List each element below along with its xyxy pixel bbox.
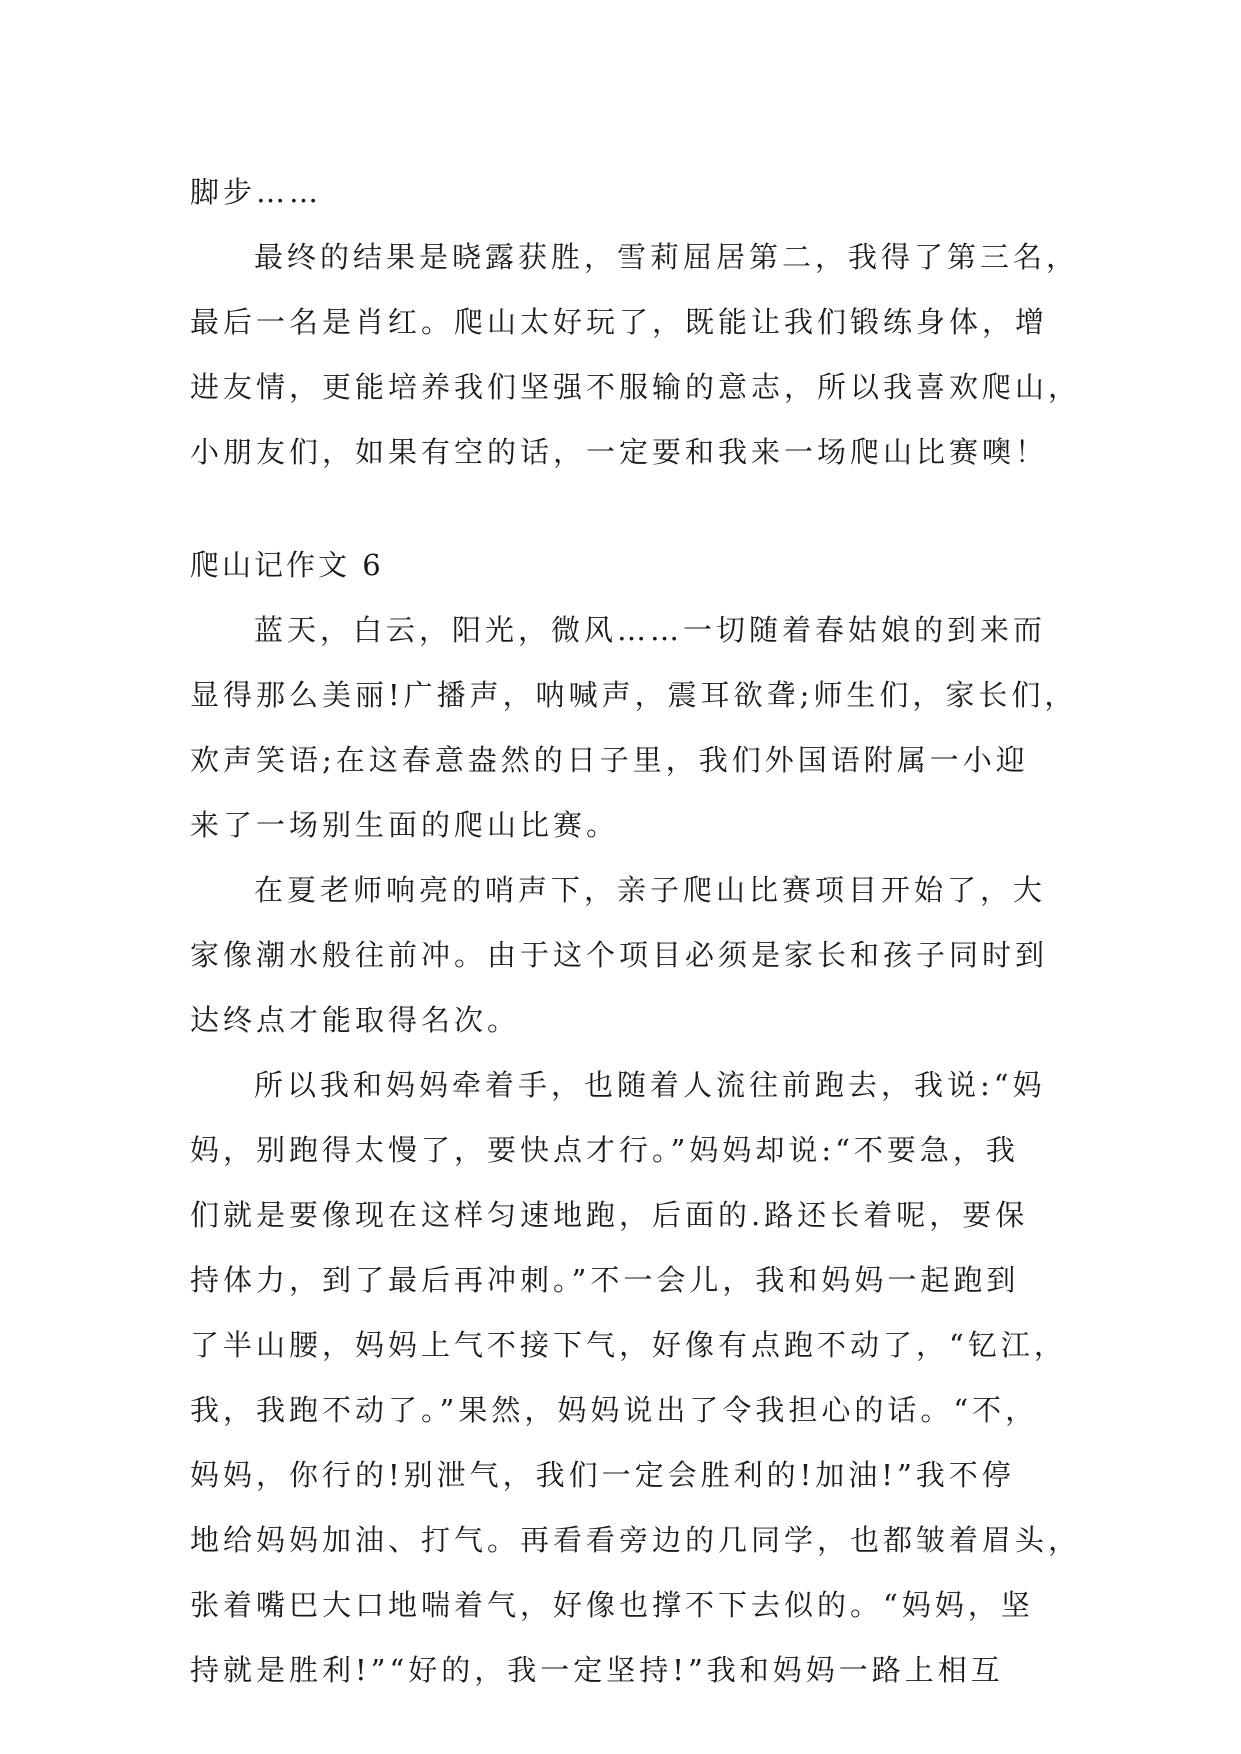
text-line: 妈妈，你行的!别泄气，我们一定会胜利的!加油!”我不停	[190, 1458, 1015, 1492]
text-line: 最终的结果是晓露获胜，雪莉屈居第二，我得了第三名，	[254, 240, 1080, 274]
text-line: 脚步……	[190, 175, 323, 209]
document-page	[190, 160, 1082, 1703]
text-line: 欢声笑语;在这春意盎然的日子里，我们外国语附属一小迎	[190, 743, 1029, 777]
text-line: 们就是要像现在这样匀速地跑，后面的.路还长着呢，要保	[190, 1198, 1029, 1232]
text-line: 进友情，更能培养我们坚强不服输的意志，所以我喜欢爬山，	[190, 370, 1082, 404]
text-line: 所以我和妈妈牵着手，也随着人流往前跑去，我说:“妈	[254, 1068, 1046, 1102]
text-line: 张着嘴巴大口地喘着气，好像也撑不下去似的。“妈妈，坚	[190, 1588, 1034, 1622]
text-line: 小朋友们，如果有空的话，一定要和我来一场爬山比赛噢！	[190, 435, 1049, 469]
continuation-text	[190, 160, 1050, 225]
text-line: 蓝天，白云，阳光，微风……一切随着春姑娘的到来而	[254, 613, 1047, 647]
text-line: 妈，别跑得太慢了，要快点才行。”妈妈却说:“不要急，我	[190, 1133, 1019, 1167]
paragraph-1	[190, 598, 1078, 858]
text-line: 来了一场别生面的爬山比赛。	[190, 808, 620, 842]
paragraph-ending	[190, 225, 1082, 485]
section-title: 爬山记作文 6	[190, 548, 384, 582]
text-line: 显得那么美丽!广播声，呐喊声，震耳欲聋;师生们，家长们，	[190, 678, 1078, 712]
text-line: 最后一名是肖红。爬山太好玩了，既能让我们锻练身体，增	[190, 305, 1049, 339]
text-line: 持就是胜利!”“好的，我一定坚持!”我和妈妈一路上相互	[190, 1653, 1004, 1687]
text-line: 家像潮水般往前冲。由于这个项目必须是家长和孩子同时到	[190, 938, 1049, 972]
text-line: 我，我跑不动了。”果然，妈妈说出了令我担心的话。“不，	[190, 1393, 1039, 1427]
paragraph-3	[190, 1053, 1082, 1703]
section-gap	[190, 485, 1050, 533]
text-line: 地给妈妈加油、打气。再看看旁边的几同学，也都皱着眉头，	[190, 1523, 1082, 1557]
text-line: 持体力，到了最后再冲刺。”不一会儿，我和妈妈一起跑到	[190, 1263, 1020, 1297]
text-line: 了半山腰，妈妈上气不接下气，好像有点跑不动了，“钇江，	[190, 1328, 1067, 1362]
text-line: 达终点才能取得名次。	[190, 1003, 521, 1037]
paragraph-2	[190, 858, 1050, 1053]
text-line: 在夏老师响亮的哨声下，亲子爬山比赛项目开始了，大	[254, 873, 1047, 907]
